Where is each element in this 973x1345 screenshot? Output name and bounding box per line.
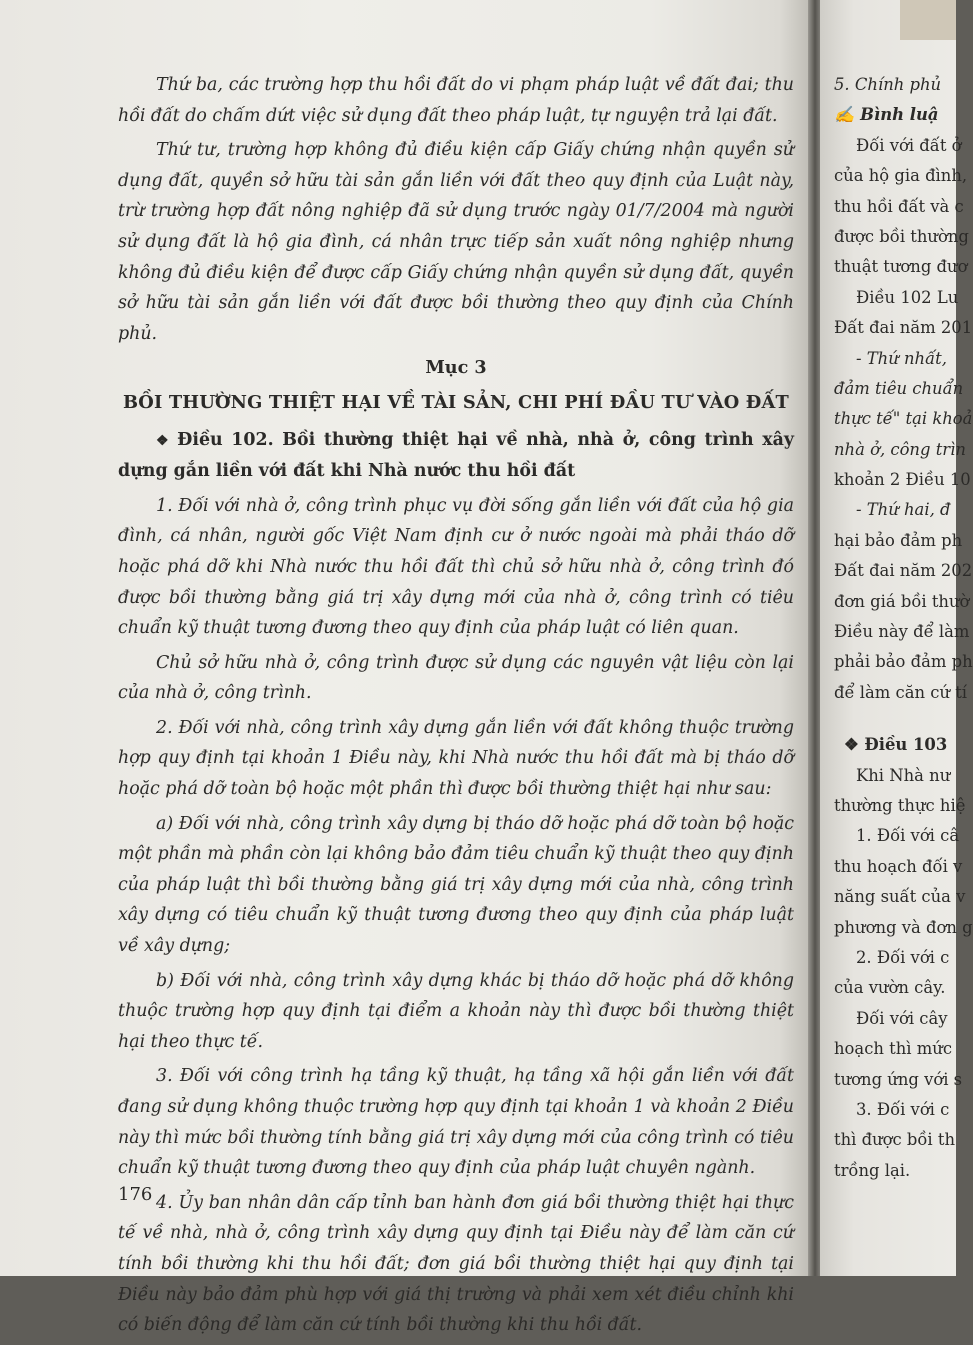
right-line: Đối với đất ở: [856, 135, 962, 155]
right-line: khoản 2 Điều 10: [834, 470, 971, 490]
diamond-bullet-icon: ❖: [156, 432, 172, 449]
paragraph-thu-ba: Thứ ba, các trường hợp thu hồi đất do vi phạm pháp luật về đất đai; thu hồi đất do chấm dứt việc sử dụng đất theo pháp luật, tự nguyện trả lại đất.: [118, 75, 794, 126]
right-line: hoạch thì mức: [834, 1039, 953, 1059]
right-line: được bồi thường: [834, 226, 969, 246]
right-line: của vườn cây.: [834, 978, 946, 998]
right-line: phải bảo đảm ph: [834, 652, 973, 672]
article-title-text: Điều 102. Bồi thường thiệt hại về nhà, nhà ở, công trình xây dựng gắn liền với đất khi Nhà nước thu hồi đất: [118, 429, 794, 482]
clause-2a: a) Đối với nhà, công trình xây dựng bị tháo dỡ hoặc phá dỡ toàn bộ hoặc một phần mà phần còn lại không bảo đảm tiêu chuẩn kỹ thuật theo quy định của pháp luật thì bồi thường bằng giá trị xây dựng mới của nhà, công trình xây dựng có tiêu chuẩn kỹ thuật tương đương theo quy định của pháp luật về xây dựng;: [118, 813, 794, 957]
section-title: BỒI THƯỜNG THIỆT HẠI VỀ TÀI SẢN, CHI PHÍ ĐẦU TƯ VÀO ĐẤT: [123, 391, 789, 413]
right-line: ✍ Bình luậ: [834, 105, 939, 125]
right-line: trồng lại.: [834, 1160, 911, 1180]
left-page-text: [118, 70, 794, 1345]
right-line: 5. Chính phủ: [834, 75, 942, 94]
page-number: 176: [118, 1184, 153, 1205]
right-line: 3. Đối với c: [856, 1099, 950, 1119]
right-line: - Thứ hai, đ: [856, 500, 951, 520]
right-page-text: [834, 70, 973, 1186]
clause-3: 3. Đối với công trình hạ tầng kỹ thuật, hạ tầng xã hội gắn liền với đất đang sử dụng không thuộc trường hợp quy định tại khoản 1 và khoản 2 Điều này thì mức bồi thường tính bằng giá trị xây dựng mới của công trình có tiêu chuẩn kỹ thuật tương đương theo quy định của pháp luật chuyên ngành.: [118, 1066, 794, 1179]
right-line: phương và đơn g: [834, 917, 973, 937]
right-line: ❖ Điều 103: [844, 735, 948, 755]
section-label: Mục 3: [425, 357, 487, 379]
right-line: Đất đai năm 202: [834, 561, 973, 581]
right-line: Khi Nhà nư: [856, 765, 951, 785]
right-line: thuật tương đươ: [834, 257, 968, 277]
clause-4: 4. Ủy ban nhân dân cấp tỉnh ban hành đơn giá bồi thường thiệt hại thực tế về nhà, nhà ở, công trình xây dựng quy định tại Điều này để làm căn cứ tính bồi thường khi thu hồi đất; đơn giá bồi thường thiệt hại quy định tại Điều này bảo đảm phù hợp với giá thị trường và phải xem xét điều chỉnh khi có biến động để làm căn cứ tính bồi thường khi thu hồi đất.: [118, 1192, 794, 1336]
right-line: thì được bồi th: [834, 1130, 956, 1150]
right-line: - Thứ nhất,: [856, 348, 947, 368]
right-line: để làm căn cứ tí: [834, 682, 968, 702]
clause-2: 2. Đối với nhà, công trình xây dựng gắn liền với đất không thuộc trường hợp quy định tại khoản 1 Điều này, khi Nhà nước thu hồi đất mà bị tháo dỡ hoặc phá dỡ toàn bộ hoặc một phần thì được bồi thường thiệt hại như sau:: [118, 717, 794, 800]
right-line: Điều này để làm: [834, 622, 970, 642]
right-line: năng suất của v: [834, 887, 966, 907]
right-line: của hộ gia đình,: [834, 166, 968, 186]
paragraph-thu-tu: Thứ tư, trường hợp không đủ điều kiện cấp Giấy chứng nhận quyền sử dụng đất, quyền sở hữu tài sản gắn liền với đất theo quy định của Luật này, trừ trường hợp đất nông nghiệp đã sử dụng trước ngày 01/7/2004 mà người sử dụng đất là hộ gia đình, cá nhân trực tiếp sản xuất nông nghiệp nhưng không đủ điều kiện để được cấp Giấy chứng nhận quyền sử dụng đất, quyền sở hữu tài sản gắn liền với đất được bồi thường theo quy định của Chính phủ.: [118, 140, 794, 344]
right-line: Đối với cây: [856, 1008, 948, 1028]
right-line: đơn giá bồi thườ: [834, 591, 970, 611]
right-line: thường thực hiệ: [834, 795, 966, 815]
right-line: Đất đai năm 201: [834, 318, 973, 338]
right-line: đảm tiêu chuẩn: [834, 378, 964, 398]
clause-1-note: Chủ sở hữu nhà ở, công trình được sử dụng các nguyên vật liệu còn lại của nhà ở, công trình.: [118, 652, 794, 704]
clause-2b: b) Đối với nhà, công trình xây dựng khác bị tháo dỡ hoặc phá dỡ không thuộc trường hợp quy định tại điểm a khoản này thì được bồi thường thiệt hại theo thực tế.: [118, 970, 794, 1052]
right-line: 2. Đối với c: [856, 947, 950, 967]
background-corner: [900, 0, 956, 40]
right-line: nhà ở, công trìn: [834, 439, 966, 459]
right-line: 1. Đối với câ: [856, 826, 960, 846]
right-line: hại bảo đảm ph: [834, 530, 963, 550]
right-line: tương ứng với s: [834, 1069, 963, 1089]
article-title: [118, 425, 794, 487]
right-line: Điều 102 Lu: [856, 287, 959, 307]
right-line: thu hồi đất và c: [834, 196, 964, 216]
clause-1: 1. Đối với nhà ở, công trình phục vụ đời sống gắn liền với đất của hộ gia đình, cá nhân, người gốc Việt Nam định cư ở nước ngoài mà phải tháo dỡ hoặc phá dỡ khi Nhà nước thu hồi đất thì chủ sở hữu nhà ở, công trình đó được bồi thường bằng giá trị xây dựng mới của nhà ở, công trình có tiêu chuẩn kỹ thuật tương đương theo quy định của pháp luật có liên quan.: [118, 495, 794, 639]
right-line: thu hoạch đối v: [834, 856, 963, 876]
right-line: thực tế" tại khoả: [834, 409, 973, 429]
